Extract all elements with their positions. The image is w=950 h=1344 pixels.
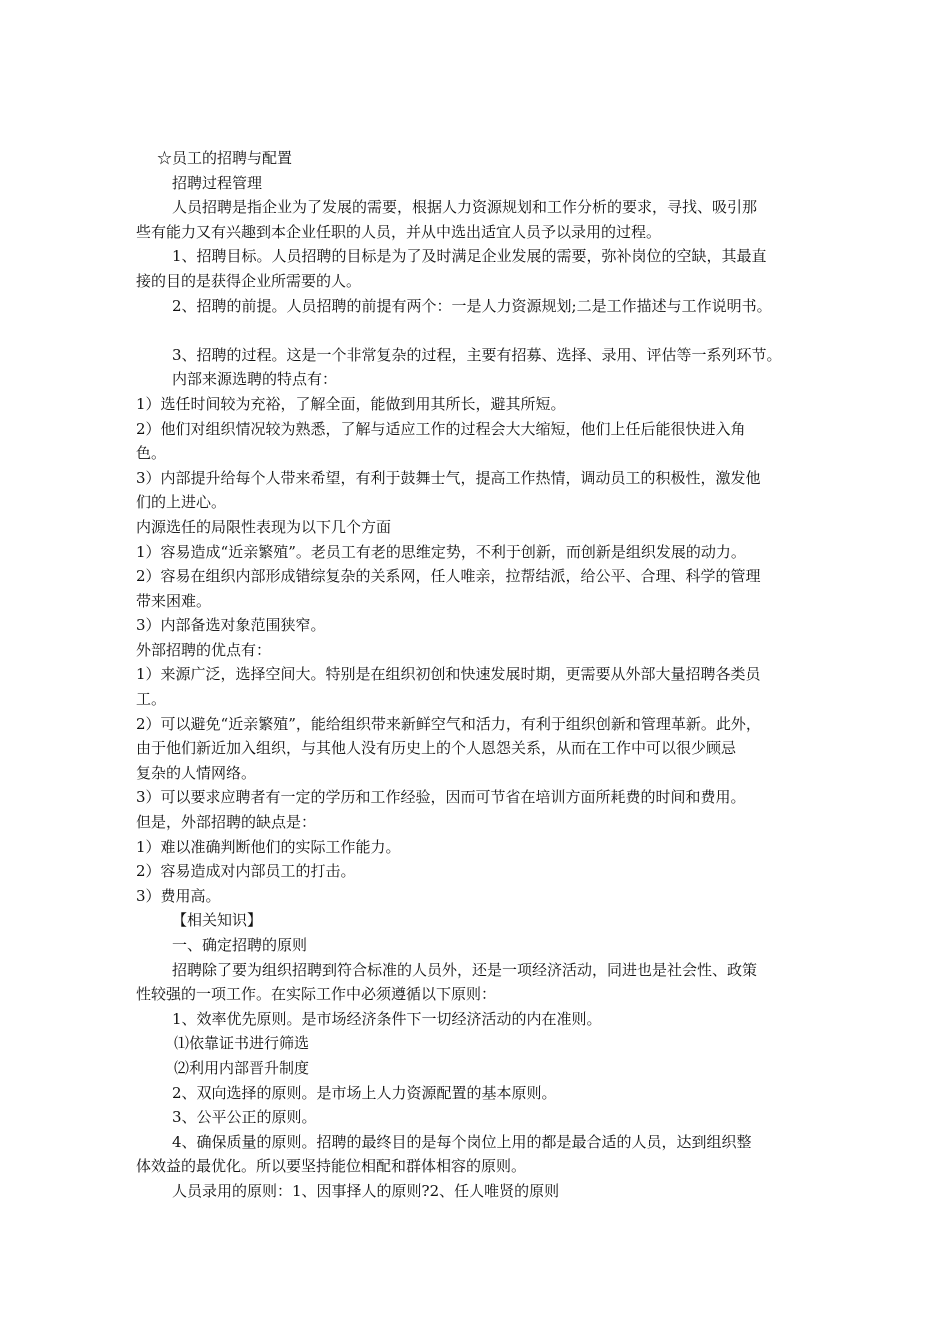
text-line: 性较强的一项工作。在实际工作中必须遵循以下原则： (136, 985, 497, 1004)
text-line: 们的上进心。 (136, 493, 227, 512)
text-line: 2、双向选择的原则。是市场上人力资源配置的基本原则。 (172, 1083, 557, 1102)
text-line: 人员招聘是指企业为了发展的需要，根据人力资源规划和工作分析的要求，寻找、吸引那 (172, 198, 758, 217)
text-line: 外部招聘的优点有： (136, 640, 272, 659)
text-line: 3、公平公正的原则。 (172, 1108, 317, 1127)
text-line: 色。 (136, 444, 167, 463)
text-line: 人员录用的原则：1、因事择人的原则?2、任人唯贤的原则 (172, 1181, 560, 1200)
text-line: 接的目的是获得企业所需要的人。 (136, 271, 362, 290)
text-line: 4、确保质量的原则。招聘的最终目的是每个岗位上用的都是最合适的人员，达到组织整 (172, 1132, 752, 1151)
document-title: ☆员工的招聘与配置 (157, 149, 293, 167)
text-line: 1、效率优先原则。是市场经济条件下一切经济活动的内在准则。 (172, 1009, 602, 1028)
text-line: 些有能力又有兴趣到本企业任职的人员，并从中选出适宜人员予以录用的过程。 (136, 222, 662, 241)
text-line: 1）选任时间较为充裕，了解全面，能做到用其所长，避其所短。 (136, 394, 566, 413)
document-body (136, 171, 826, 1204)
text-line: 一、确定招聘的原则 (172, 936, 308, 954)
text-line: 2、招聘的前提。人员招聘的前提有两个：一是人力资源规划;二是工作描述与工作说明书。 (172, 296, 772, 315)
text-line: 内源选任的局限性表现为以下几个方面 (136, 517, 392, 536)
text-line: 内部来源选聘的特点有： (172, 370, 338, 389)
text-line: 3）内部提升给每个人带来希望，有利于鼓舞士气，提高工作热情，调动员工的积极性，激发他 (136, 468, 761, 487)
text-line: 复杂的人情网络。 (136, 763, 257, 782)
text-line: ⑵利用内部晋升制度 (174, 1058, 310, 1077)
text-line: 招聘除了要为组织招聘到符合标准的人员外，还是一项经济活动，同进也是社会性、政策 (172, 960, 758, 979)
text-line: 2）容易造成对内部员工的打击。 (136, 862, 356, 881)
document-page (136, 146, 826, 1204)
text-line: 3）可以要求应聘者有一定的学历和工作经验，因而可节省在培训方面所耗费的时间和费用。 (136, 788, 746, 807)
text-line: 2）他们对组织情况较为熟悉，了解与适应工作的过程会大大缩短，他们上任后能很快进入角 (136, 419, 746, 438)
text-line: 1）来源广泛，选择空间大。特别是在组织初创和快速发展时期，更需要从外部大量招聘各类员 (136, 665, 761, 684)
text-line: 2）可以避免“近亲繁殖”，能给组织带来新鲜空气和活力，有利于组织创新和管理革新。此外， (136, 714, 761, 733)
text-line: ⑴依靠证书进行筛选 (174, 1034, 310, 1053)
text-line: 1）容易造成“近亲繁殖”。老员工有老的思维定势，不利于创新，而创新是组织发展的动力。 (136, 542, 746, 561)
blank-line (136, 318, 826, 343)
text-line: 1、招聘目标。人员招聘的目标是为了及时满足企业发展的需要，弥补岗位的空缺，其最直 (172, 247, 767, 266)
text-line: 由于他们新近加入组织，与其他人没有历史上的个人恩怨关系，从而在工作中可以很少顾忌 (136, 739, 737, 758)
text-line: 工。 (136, 690, 167, 709)
text-line: 但是，外部招聘的缺点是： (136, 813, 317, 832)
text-line: 带来困难。 (136, 591, 212, 610)
text-line: 3）费用高。 (136, 886, 221, 905)
text-line: 3、招聘的过程。这是一个非常复杂的过程，主要有招募、选择、录用、评估等一系列环节。 (172, 345, 782, 364)
text-line: 体效益的最优化。所以要坚持能位相配和群体相容的原则。 (136, 1157, 527, 1176)
text-line: 2）容易在组织内部形成错综复杂的关系网，任人唯亲，拉帮结派，给公平、合理、科学的管理 (136, 567, 761, 586)
text-line: 3）内部备选对象范围狭窄。 (136, 616, 326, 635)
text-line: 招聘过程管理 (172, 173, 263, 192)
text-line: 1）难以准确判断他们的实际工作能力。 (136, 837, 401, 856)
text-line: 【相关知识】 (172, 911, 263, 930)
